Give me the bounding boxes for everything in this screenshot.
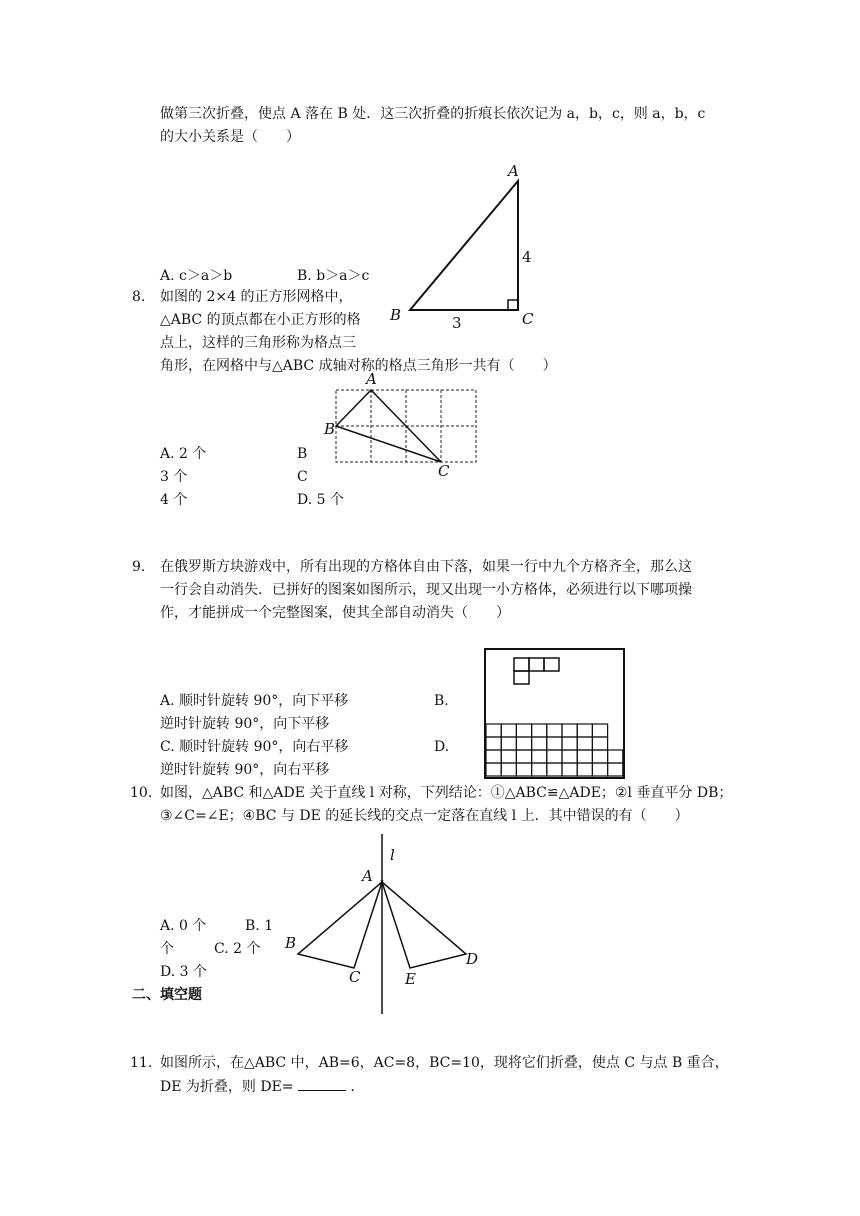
q7-line2: 的大小关系是（ ） [160,129,300,145]
q7-right-triangle-figure [390,158,550,333]
q10-label-B: B [285,934,297,952]
q9-number: 9. [132,559,146,575]
q10-label-A: A [362,867,373,885]
q7-option-b: B. b＞a＞c [297,268,370,284]
q8-label-C: C [438,462,450,480]
section-title-fill-in: 二、填空题 [132,987,202,1003]
q11-answer-blank[interactable] [298,1076,346,1091]
q10-symmetry-figure [280,834,500,1016]
q11-line2-text: DE 为折叠，则 DE= [160,1079,294,1095]
q8-line3: 点上，这样的三角形称为格点三 [160,335,356,351]
q8-line1: 如图的 2×4 的正方形网格中， [160,289,353,305]
q11-line1: 如图所示，在△ABC 中，AB=6，AC=8，BC=10，现将它们折叠，使点 C 与点 B 重合， [160,1055,729,1071]
q10-option-c: C. 2 个 [214,941,261,957]
q9-line1: 在俄罗斯方块游戏中，所有出现的方格体自由下落，如果一行中九个方格齐全，那么这 [160,559,692,575]
q9-option-b-letter: B. [434,693,449,709]
q8-option-c-text: 4 个 [160,492,188,508]
q7-label-B: B [390,306,402,324]
q11-line2-end: ． [350,1079,365,1095]
q11-line2 [160,1076,364,1097]
q10-number: 10. [130,785,153,801]
q7-option-a: A. c＞a＞b [160,268,233,284]
q8-option-b-letter: B [297,446,308,462]
q9-line3: 作，才能拼成一个完整图案，使其全部自动消失（ ） [160,605,510,621]
q7-side-3: 3 [452,314,462,332]
q8-option-a: A. 2 个 [160,446,207,462]
q10-label-l: l [390,846,395,864]
q9-option-a: A. 顺时针旋转 90°，向下平移 [160,693,349,709]
q9-option-d-text: 逆时针旋转 90°，向右平移 [160,762,330,778]
q10-option-d: D. 3 个 [160,964,207,980]
q10-line2: ③∠C=∠E；④BC 与 DE 的延长线的交点一定落在直线 l 上．其中错误的有（ ） [160,808,689,824]
q10-line1: 如图，△ABC 和△ADE 关于直线 l 对称，下列结论：①△ABC≌△ADE；②l 垂直平分 DB； [160,785,733,801]
q8-label-A: A [366,370,377,388]
q10-label-C: C [349,968,361,986]
q7-label-A: A [508,162,519,180]
q8-option-b-text: 3 个 [160,469,188,485]
q9-line2: 一行会自动消失．已拼好的图案如图所示，现又出现一小方格体，必须进行以下哪项操 [160,582,692,598]
q7-line1: 做第三次折叠，使点 A 落在 B 处．这三次折叠的折痕长依次记为 a，b，c，则 a，b，c [160,106,706,122]
q7-side-4: 4 [522,248,532,266]
q9-option-d-letter: D. [434,739,450,755]
q10-option-b-unit: 个 [160,941,174,957]
q11-number: 11. [130,1055,153,1071]
q10-label-D: D [466,950,479,968]
q8-line2: △ABC 的顶点都在小正方形的格 [160,312,361,328]
q9-option-c: C. 顺时针旋转 90°，向右平移 [160,739,349,755]
q9-option-b-text: 逆时针旋转 90°，向下平移 [160,716,330,732]
q8-grid-figure [320,372,490,482]
q10-option-b-text: B. 1 [245,918,274,934]
q8-option-d: D. 5 个 [297,492,344,508]
q10-label-E: E [405,970,416,988]
q8-number: 8. [132,289,146,305]
q7-label-C: C [522,310,534,328]
q10-option-a: A. 0 个 [160,918,207,934]
q8-line4: 角形，在网格中与△ABC 成轴对称的格点三角形一共有（ ） [160,358,557,374]
q9-tetris-figure [484,648,626,780]
q8-label-B: B [324,420,336,438]
q8-option-c-letter: C [297,469,308,485]
